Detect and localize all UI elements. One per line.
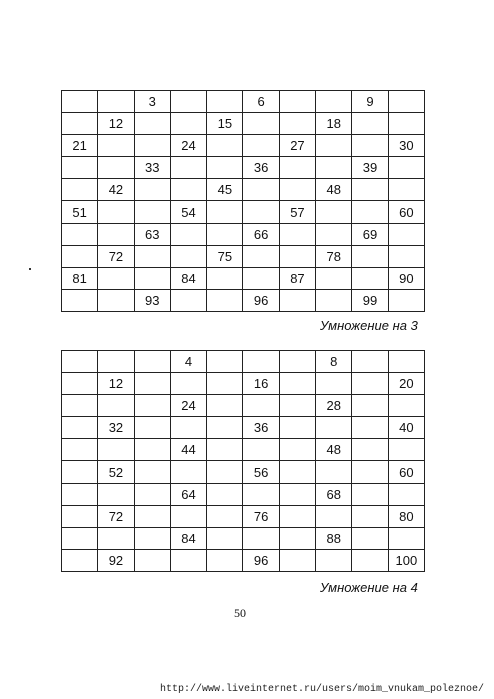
table-cell xyxy=(98,135,134,157)
table-cell xyxy=(207,395,243,417)
table-row xyxy=(62,201,425,223)
table-cell xyxy=(388,395,424,417)
table-cell xyxy=(279,223,315,245)
table-cell xyxy=(352,461,388,483)
table-cell xyxy=(134,461,170,483)
table-cell: 84 xyxy=(170,527,206,549)
table-cell xyxy=(279,395,315,417)
multiplication-table-3 xyxy=(61,90,425,312)
table-cell xyxy=(170,91,206,113)
table-cell xyxy=(62,157,98,179)
table-cell xyxy=(62,351,98,373)
table-cell xyxy=(62,289,98,311)
table-cell xyxy=(316,135,352,157)
table-cell xyxy=(352,549,388,571)
table-cell xyxy=(243,201,279,223)
table-cell xyxy=(207,527,243,549)
table-cell xyxy=(352,483,388,505)
table-cell xyxy=(134,417,170,439)
table-cell xyxy=(134,395,170,417)
table-cell: 99 xyxy=(352,289,388,311)
table-cell xyxy=(98,267,134,289)
table-cell xyxy=(98,439,134,461)
table-cell: 60 xyxy=(388,201,424,223)
table-cell xyxy=(388,179,424,201)
table-cell: 16 xyxy=(243,373,279,395)
table-cell: 18 xyxy=(316,113,352,135)
table-cell xyxy=(207,461,243,483)
table-cell: 96 xyxy=(243,549,279,571)
table-cell xyxy=(279,549,315,571)
table-cell: 28 xyxy=(316,395,352,417)
table-cell xyxy=(207,417,243,439)
table-cell: 32 xyxy=(98,417,134,439)
table-cell xyxy=(316,267,352,289)
table-cell xyxy=(279,461,315,483)
table-row xyxy=(62,289,425,311)
table-cell xyxy=(316,505,352,527)
table-cell xyxy=(388,91,424,113)
table-cell xyxy=(279,527,315,549)
table-cell xyxy=(170,289,206,311)
table-cell xyxy=(98,223,134,245)
table-cell xyxy=(62,373,98,395)
table-cell: 33 xyxy=(134,157,170,179)
table-cell xyxy=(207,289,243,311)
table-cell xyxy=(243,351,279,373)
table-row xyxy=(62,483,425,505)
table-cell xyxy=(62,179,98,201)
table-cell xyxy=(170,417,206,439)
table-cell xyxy=(279,91,315,113)
table-cell: 69 xyxy=(352,223,388,245)
table-cell xyxy=(134,549,170,571)
table-cell xyxy=(170,461,206,483)
table-cell xyxy=(388,289,424,311)
table-cell xyxy=(134,201,170,223)
table-cell: 51 xyxy=(62,201,98,223)
table-cell xyxy=(134,245,170,267)
table-row xyxy=(62,157,425,179)
table-cell xyxy=(352,417,388,439)
table-row xyxy=(62,417,425,439)
table-cell xyxy=(207,351,243,373)
table-cell: 60 xyxy=(388,461,424,483)
table-cell xyxy=(352,439,388,461)
table-cell xyxy=(316,223,352,245)
table-cell xyxy=(98,395,134,417)
table-cell xyxy=(170,157,206,179)
table-cell xyxy=(316,91,352,113)
table-cell xyxy=(279,505,315,527)
page-number: 50 xyxy=(234,606,246,620)
table-cell: 96 xyxy=(243,289,279,311)
table-row xyxy=(62,179,425,201)
table-cell xyxy=(170,179,206,201)
table-cell xyxy=(98,157,134,179)
caption-table-3: Умножение на 3 xyxy=(320,318,418,333)
table-cell xyxy=(170,245,206,267)
multiplication-table-4 xyxy=(61,350,425,572)
table-cell xyxy=(352,373,388,395)
table-cell xyxy=(98,91,134,113)
table-cell xyxy=(243,395,279,417)
table-cell xyxy=(388,113,424,135)
table-cell: 48 xyxy=(316,179,352,201)
table-cell xyxy=(62,483,98,505)
table-cell: 12 xyxy=(98,373,134,395)
table-cell xyxy=(207,201,243,223)
watermark-url: http://www.liveinternet.ru/users/moim_vnukam_poleznoe/ xyxy=(160,684,485,695)
table-cell xyxy=(170,373,206,395)
table-cell xyxy=(316,417,352,439)
table-cell xyxy=(316,289,352,311)
table-cell xyxy=(98,483,134,505)
table-row xyxy=(62,245,425,267)
table-cell xyxy=(388,351,424,373)
table-cell xyxy=(207,223,243,245)
table-cell: 68 xyxy=(316,483,352,505)
table-cell xyxy=(279,373,315,395)
table-row xyxy=(62,395,425,417)
table-cell xyxy=(134,113,170,135)
table-cell xyxy=(279,351,315,373)
table-cell xyxy=(388,483,424,505)
table-cell: 27 xyxy=(279,135,315,157)
table-cell: 8 xyxy=(316,351,352,373)
table-cell xyxy=(207,267,243,289)
table-cell: 4 xyxy=(170,351,206,373)
table-cell xyxy=(62,527,98,549)
scan-speck xyxy=(29,268,31,270)
table-cell: 24 xyxy=(170,395,206,417)
table-cell xyxy=(352,505,388,527)
table-cell: 24 xyxy=(170,135,206,157)
table-cell xyxy=(134,505,170,527)
table-cell xyxy=(316,201,352,223)
table-cell xyxy=(243,267,279,289)
table-cell xyxy=(388,223,424,245)
table-cell xyxy=(98,201,134,223)
table-cell: 87 xyxy=(279,267,315,289)
table-row xyxy=(62,549,425,571)
table-cell: 40 xyxy=(388,417,424,439)
table-row xyxy=(62,113,425,135)
table-cell: 44 xyxy=(170,439,206,461)
table-cell: 39 xyxy=(352,157,388,179)
table-cell xyxy=(170,549,206,571)
table-cell xyxy=(170,223,206,245)
table-cell: 72 xyxy=(98,245,134,267)
table-cell: 66 xyxy=(243,223,279,245)
table-cell xyxy=(243,483,279,505)
table-cell xyxy=(352,245,388,267)
table-cell xyxy=(170,113,206,135)
table-cell xyxy=(207,549,243,571)
table-cell xyxy=(62,439,98,461)
table-cell: 76 xyxy=(243,505,279,527)
table-cell xyxy=(352,135,388,157)
table-cell: 64 xyxy=(170,483,206,505)
caption-table-4: Умножение на 4 xyxy=(320,580,418,595)
table-row xyxy=(62,439,425,461)
table-row xyxy=(62,351,425,373)
table-cell xyxy=(62,245,98,267)
table-cell xyxy=(98,351,134,373)
table-cell xyxy=(388,245,424,267)
table-cell: 56 xyxy=(243,461,279,483)
table-cell: 45 xyxy=(207,179,243,201)
table-cell: 12 xyxy=(98,113,134,135)
table-cell xyxy=(279,113,315,135)
table-cell: 92 xyxy=(98,549,134,571)
table-cell xyxy=(279,417,315,439)
table-cell xyxy=(316,549,352,571)
table-cell xyxy=(316,157,352,179)
table-cell xyxy=(279,483,315,505)
table-cell xyxy=(62,505,98,527)
table-cell xyxy=(352,351,388,373)
table-cell xyxy=(207,91,243,113)
table-cell xyxy=(62,395,98,417)
table-cell xyxy=(62,91,98,113)
table-cell: 84 xyxy=(170,267,206,289)
table-cell: 90 xyxy=(388,267,424,289)
table-cell xyxy=(207,135,243,157)
table-cell: 15 xyxy=(207,113,243,135)
table-cell: 63 xyxy=(134,223,170,245)
table-cell xyxy=(388,157,424,179)
table-cell xyxy=(207,373,243,395)
table-cell: 57 xyxy=(279,201,315,223)
table-cell: 88 xyxy=(316,527,352,549)
table-cell xyxy=(243,179,279,201)
table-row xyxy=(62,135,425,157)
table-cell: 36 xyxy=(243,417,279,439)
table-cell: 54 xyxy=(170,201,206,223)
table-cell xyxy=(243,135,279,157)
table-cell xyxy=(170,505,206,527)
table-cell xyxy=(243,113,279,135)
table-cell xyxy=(134,135,170,157)
table-cell xyxy=(134,351,170,373)
table-cell xyxy=(352,201,388,223)
table-cell: 6 xyxy=(243,91,279,113)
table-cell xyxy=(279,439,315,461)
table-cell xyxy=(62,223,98,245)
table-cell xyxy=(243,245,279,267)
table-row xyxy=(62,461,425,483)
table-row xyxy=(62,505,425,527)
table-cell xyxy=(352,113,388,135)
table-cell: 30 xyxy=(388,135,424,157)
table-row xyxy=(62,373,425,395)
table-cell xyxy=(134,439,170,461)
table-cell: 48 xyxy=(316,439,352,461)
table-cell: 72 xyxy=(98,505,134,527)
table-row xyxy=(62,527,425,549)
table-cell xyxy=(243,439,279,461)
table-cell: 20 xyxy=(388,373,424,395)
table-row xyxy=(62,91,425,113)
table-cell xyxy=(134,527,170,549)
table-cell xyxy=(388,439,424,461)
table-cell xyxy=(62,549,98,571)
table-cell xyxy=(388,527,424,549)
table-cell: 78 xyxy=(316,245,352,267)
table-cell xyxy=(98,527,134,549)
table-cell: 3 xyxy=(134,91,170,113)
table-cell: 42 xyxy=(98,179,134,201)
table-cell: 9 xyxy=(352,91,388,113)
table-cell xyxy=(316,373,352,395)
table-row xyxy=(62,267,425,289)
table-cell: 75 xyxy=(207,245,243,267)
table-cell xyxy=(316,461,352,483)
table-cell xyxy=(279,245,315,267)
table-cell xyxy=(98,289,134,311)
table-cell xyxy=(352,179,388,201)
table-cell: 100 xyxy=(388,549,424,571)
table-cell xyxy=(207,483,243,505)
table-cell: 80 xyxy=(388,505,424,527)
table-cell xyxy=(352,527,388,549)
table-cell xyxy=(62,461,98,483)
table-cell xyxy=(279,157,315,179)
table-cell: 21 xyxy=(62,135,98,157)
table-body xyxy=(62,351,425,572)
table-cell xyxy=(134,483,170,505)
table-cell xyxy=(134,373,170,395)
table-body xyxy=(62,91,425,312)
table-cell xyxy=(134,179,170,201)
table-cell xyxy=(134,267,170,289)
table-cell xyxy=(243,527,279,549)
table-cell xyxy=(207,505,243,527)
table-cell xyxy=(207,157,243,179)
table-cell xyxy=(62,113,98,135)
table-row xyxy=(62,223,425,245)
table-cell xyxy=(279,179,315,201)
table-cell xyxy=(207,439,243,461)
table-cell: 81 xyxy=(62,267,98,289)
table-cell xyxy=(352,267,388,289)
table-cell xyxy=(279,289,315,311)
table-cell: 93 xyxy=(134,289,170,311)
table-cell: 36 xyxy=(243,157,279,179)
table-cell: 52 xyxy=(98,461,134,483)
table-cell xyxy=(62,417,98,439)
table-cell xyxy=(352,395,388,417)
